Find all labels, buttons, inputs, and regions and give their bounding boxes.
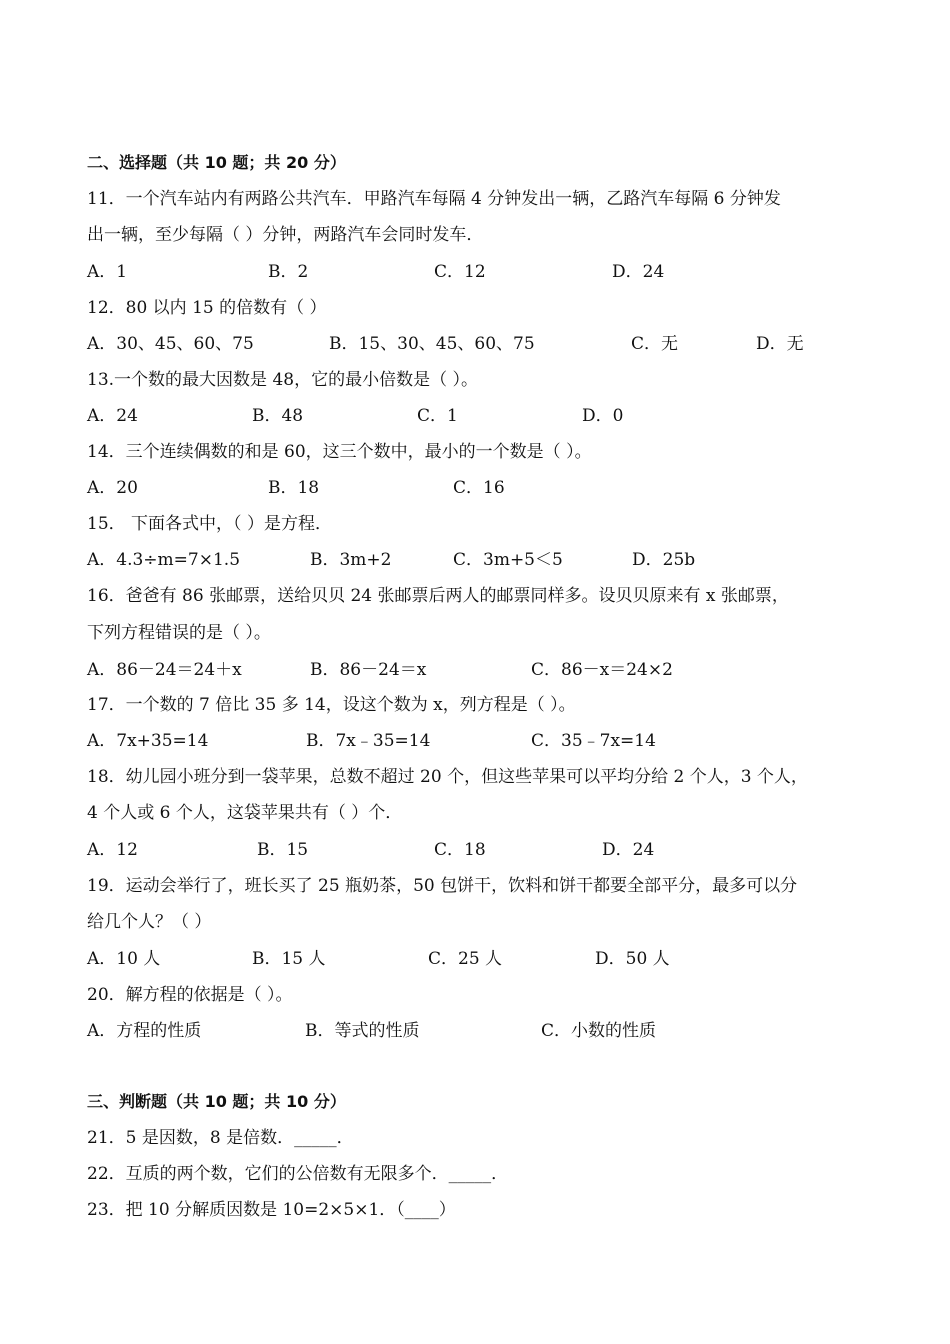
q19-option-d: D．50 人 — [595, 949, 670, 969]
q12-option-d: D．无 — [756, 334, 804, 354]
q14-option-b: B．18 — [268, 478, 320, 498]
q16-stem-line2: 下列方程错误的是（ ）。 — [87, 623, 271, 643]
q13-option-b: B．48 — [252, 406, 304, 426]
q18-stem-line1: 18．幼儿园小班分到一袋苹果，总数不超过 20 个，但这些苹果可以平均分给 2 个人，3 个人， — [87, 767, 808, 787]
q18-option-d: D．24 — [602, 840, 655, 860]
q16-option-b: B．86－24＝x — [310, 660, 427, 680]
q11-stem-line2: 出一辆，至少每隔（ ）分钟，两路汽车会同时发车． — [87, 225, 484, 245]
q12-option-b: B．15、30、45、60、75 — [329, 334, 535, 354]
q17-stem: 17．一个数的 7 倍比 35 多 14，设这个数为 x，列方程是（ ）。 — [87, 695, 576, 715]
q16-option-a: A．86－24＝24＋x — [87, 660, 242, 680]
q12-stem: 12．80 以内 15 的倍数有（ ） — [87, 298, 327, 318]
q22-statement: 22．互质的两个数，它们的公倍数有无限多个．_____． — [87, 1164, 509, 1184]
q14-option-a: A．20 — [87, 478, 138, 498]
q13-option-a: A．24 — [87, 406, 138, 426]
q15-option-a: A．4.3÷m=7×1.5 — [87, 550, 241, 570]
q18-option-a: A．12 — [87, 840, 138, 860]
q15-option-c: C．3m+5＜5 — [453, 550, 563, 570]
q12-option-c: C．无 — [631, 334, 679, 354]
q16-option-c: C．86－x＝24×2 — [531, 660, 673, 680]
q20-option-c: C．小数的性质 — [541, 1021, 657, 1041]
section3-heading: 三、判断题（共 10 题；共 10 分） — [87, 1092, 346, 1111]
q11-option-a: A．1 — [87, 262, 128, 282]
q17-option-c: C．35﹣7x=14 — [531, 731, 656, 751]
q13-option-d: D．0 — [582, 406, 624, 426]
q15-option-b: B．3m+2 — [310, 550, 392, 570]
q13-stem: 13.一个数的最大因数是 48，它的最小倍数是（ ）。 — [87, 370, 478, 390]
q19-stem-line1: 19．运动会举行了，班长买了 25 瓶奶茶，50 包饼干，饮料和饼干都要全部平分，最多可以分 — [87, 876, 798, 896]
q19-option-a: A．10 人 — [87, 949, 161, 969]
q16-stem-line1: 16．爸爸有 86 张邮票，送给贝贝 24 张邮票后两人的邮票同样多。设贝贝原来有 x 张邮票， — [87, 586, 789, 606]
q15-stem: 15． 下面各式中，（ ）是方程． — [87, 514, 332, 534]
q20-option-a: A．方程的性质 — [87, 1021, 202, 1041]
q11-option-c: C．12 — [434, 262, 486, 282]
q17-option-a: A．7x+35=14 — [87, 731, 209, 751]
q11-stem-line1: 11．一个汽车站内有两路公共汽车．甲路汽车每隔 4 分钟发出一辆，乙路汽车每隔 6 分钟发 — [87, 189, 781, 209]
q14-stem: 14．三个连续偶数的和是 60，这三个数中，最小的一个数是（ ）。 — [87, 442, 592, 462]
q14-option-c: C．16 — [453, 478, 505, 498]
section2-heading: 二、选择题（共 10 题；共 20 分） — [87, 153, 346, 172]
q21-statement: 21．5 是因数，8 是倍数．_____． — [87, 1128, 354, 1148]
q17-option-b: B．7x﹣35=14 — [306, 731, 431, 751]
q18-option-b: B．15 — [257, 840, 309, 860]
q15-option-d: D．25b — [632, 550, 696, 570]
q20-stem: 20．解方程的依据是（ ）。 — [87, 985, 293, 1005]
q23-statement: 23．把 10 分解质因数是 10=2×5×1．（____） — [87, 1200, 456, 1220]
q11-option-d: D．24 — [612, 262, 665, 282]
q18-option-c: C．18 — [434, 840, 486, 860]
q18-stem-line2: 4 个人或 6 个人，这袋苹果共有（ ）个． — [87, 803, 403, 823]
q13-option-c: C．1 — [417, 406, 458, 426]
q19-option-c: C．25 人 — [428, 949, 503, 969]
q19-stem-line2: 给几个人？（ ） — [87, 912, 212, 932]
q11-option-b: B．2 — [268, 262, 309, 282]
q12-option-a: A．30、45、60、75 — [87, 334, 254, 354]
q19-option-b: B．15 人 — [252, 949, 326, 969]
q20-option-b: B．等式的性质 — [305, 1021, 420, 1041]
